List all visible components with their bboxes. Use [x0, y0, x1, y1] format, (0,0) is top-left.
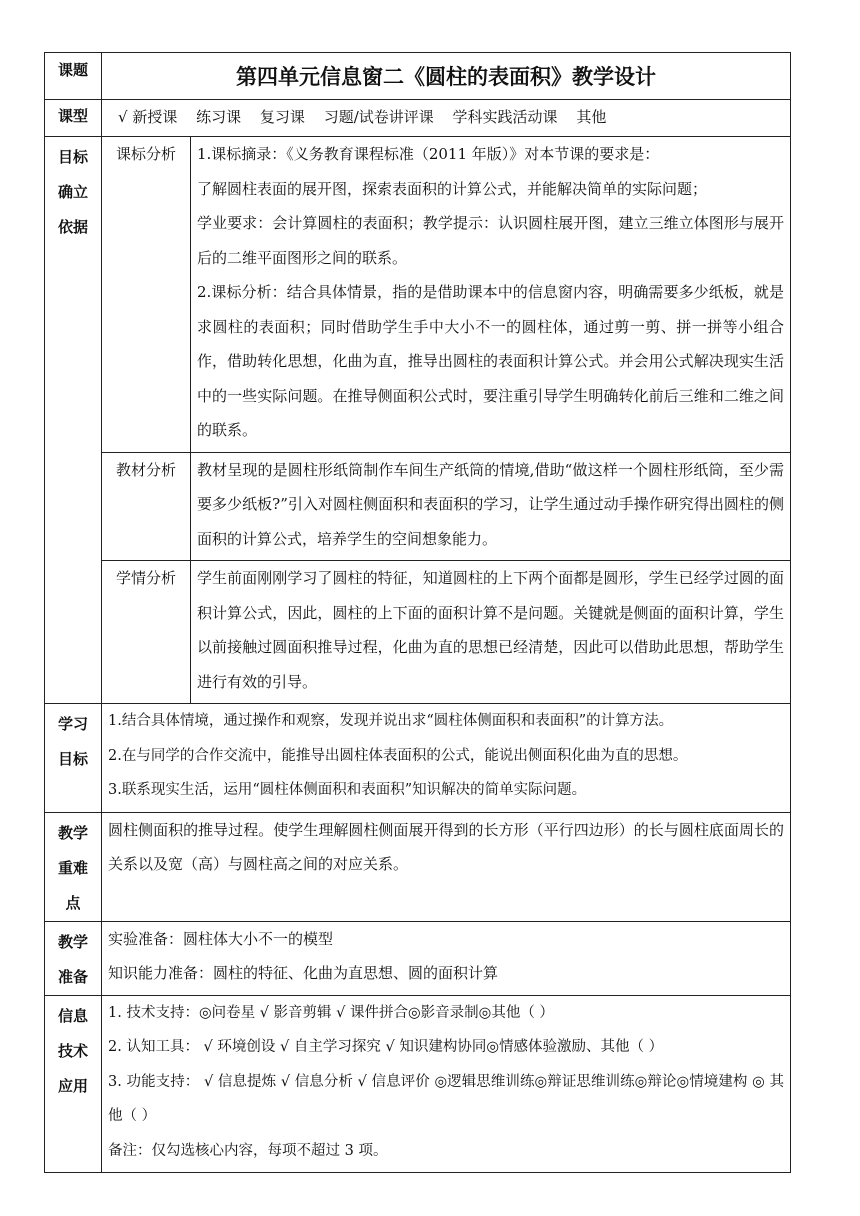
preparation-row — [45, 921, 791, 995]
goal-basis-students-row — [45, 561, 791, 704]
label-preparation — [45, 921, 102, 995]
label-learning-goals — [45, 704, 102, 813]
label-line: 教学 — [57, 932, 88, 951]
paragraph: 教材呈现的是圆柱形纸筒制作车间生产纸筒的情境,借助“做这样一个圆柱形纸筒，至少需要多少纸板?”引入对圆柱侧面积和表面积的学习，让学生通过动手操作研究得出圆柱的侧面积的计算公式，培养学生的空间想象能力。 — [197, 460, 784, 548]
paragraph: 圆柱侧面积的推导过程。使学生理解圆柱侧面展开得到的长方形（平行四边形）的长与圆柱底面周长的关系以及宽（高）与圆柱高之间的对应关系。 — [108, 820, 784, 873]
list-item: 2.在与同学的合作交流中，能推导出圆柱体表面积的公式，能说出侧面积化曲为直的思想。 — [108, 747, 688, 764]
lesson-type-option: 学科实践活动课 — [452, 108, 558, 126]
lesson-type-option: 其他 — [576, 108, 607, 126]
label-line: 重难 — [57, 858, 88, 877]
lesson-type-option: 复习课 — [259, 108, 305, 126]
lesson-type-option: 习题/试卷讲评课 — [323, 108, 434, 126]
goal-basis-curriculum-row — [45, 137, 791, 453]
label-lesson-type: 课型 — [45, 100, 102, 137]
list-item: 3. 功能支持： √ 信息提炼 √ 信息分析 √ 信息评价 ◎逻辑思维训练◎辩证思维训练◎辩论◎情境建构 ◎ 其他（ ） — [108, 1073, 784, 1124]
label-line: 信息 — [57, 1006, 88, 1025]
paragraph: 2.课标分析：结合具体情景，指的是借助课本中的信息窗内容，明确需要多少纸板，就是求圆柱的表面积；同时借助学生手中大小不一的圆柱体，通过剪一剪、拼一拼等小组合作，借助转化思想，化曲为直，推导出圆柱的表面积计算公式。并会用公式解决现实生活中的一些实际问题。在推导侧面积公式时，要注重引导学生明确转化前后三维和二维之间的联系。 — [197, 283, 784, 439]
label-key-points — [45, 812, 102, 921]
list-item: 实验准备：圆柱体大小不一的模型 — [108, 929, 334, 948]
page-title: 第四单元信息窗二《圆柱的表面积》教学设计 — [102, 53, 791, 100]
it-application-row — [45, 995, 791, 1173]
learning-goals-row — [45, 704, 791, 813]
lesson-type-row — [45, 100, 791, 137]
it-application-text — [102, 995, 791, 1173]
paragraph: 学生前面刚刚学习了圆柱的特征，知道圆柱的上下两个面都是圆形，学生已经学过圆的面积计算公式，因此，圆柱的上下面的面积计算不是问题。关键就是侧面的面积计算，学生以前接触过圆面积推导过程，化曲为直的思想已经清楚，因此可以借助此思想，帮助学生进行有效的引导。 — [197, 569, 784, 691]
key-points-text — [102, 812, 791, 921]
paragraph: 学业要求：会计算圆柱的表面积；教学提示：认识圆柱展开图，建立三维立体图形与展开后的二维平面图形之间的联系。 — [197, 214, 784, 267]
list-item: 3.联系现实生活，运用“圆柱体侧面积和表面积”知识解决的简单实际问题。 — [108, 782, 587, 798]
label-line: 确立 — [57, 183, 88, 201]
label-topic: 课题 — [45, 53, 102, 100]
list-item: 1. 技术支持：◎问卷星 √ 影音剪辑 √ 课件拼合◎影音录制◎其他（ ） — [108, 1004, 554, 1021]
paragraph: 1.课标摘录：《义务教育课程标准（2011 年版）》对本节课的要求是： — [197, 145, 660, 163]
learning-goals-text — [102, 704, 791, 813]
label-line: 准备 — [57, 967, 88, 986]
label-line: 点 — [65, 893, 81, 912]
lesson-type-option: 练习课 — [196, 108, 242, 126]
label-line: 目标 — [57, 750, 88, 768]
list-item: 备注：仅勾选核心内容，每项不超过 3 项。 — [108, 1142, 388, 1159]
preparation-text — [102, 921, 791, 995]
label-curriculum-analysis: 课标分析 — [102, 137, 191, 453]
list-item: 知识能力准备：圆柱的特征、化曲为直思想、圆的面积计算 — [108, 964, 499, 982]
lesson-type-options — [102, 100, 791, 137]
label-line: 教学 — [57, 823, 88, 842]
list-item: 1.结合具体情境，通过操作和观察，发现并说出求“圆柱体侧面积和表面积”的计算方法。 — [108, 713, 674, 729]
label-it-application — [45, 995, 102, 1173]
paragraph: 了解圆柱表面的展开图，探索表面积的计算公式，并能解决简单的实际问题； — [197, 179, 708, 198]
label-line: 学习 — [57, 715, 88, 733]
label-line: 应用 — [57, 1076, 88, 1095]
lesson-design-table — [44, 52, 791, 1173]
title-row — [45, 53, 791, 100]
label-line: 依据 — [57, 218, 88, 236]
label-student-analysis: 学情分析 — [102, 561, 191, 704]
label-line: 目标 — [57, 148, 88, 166]
label-line: 技术 — [57, 1041, 88, 1060]
student-analysis-text — [191, 561, 791, 704]
textbook-analysis-text — [191, 452, 791, 561]
goal-basis-textbook-row — [45, 452, 791, 561]
label-goal-basis — [45, 137, 102, 704]
curriculum-analysis-text — [191, 137, 791, 453]
lesson-type-option: √ 新授课 — [118, 108, 178, 126]
list-item: 2. 认知工具： √ 环境创设 √ 自主学习探究 √ 知识建构协同◎情感体验激励、其他（ ） — [108, 1039, 664, 1055]
key-points-row — [45, 812, 791, 921]
label-textbook-analysis: 教材分析 — [102, 452, 191, 561]
